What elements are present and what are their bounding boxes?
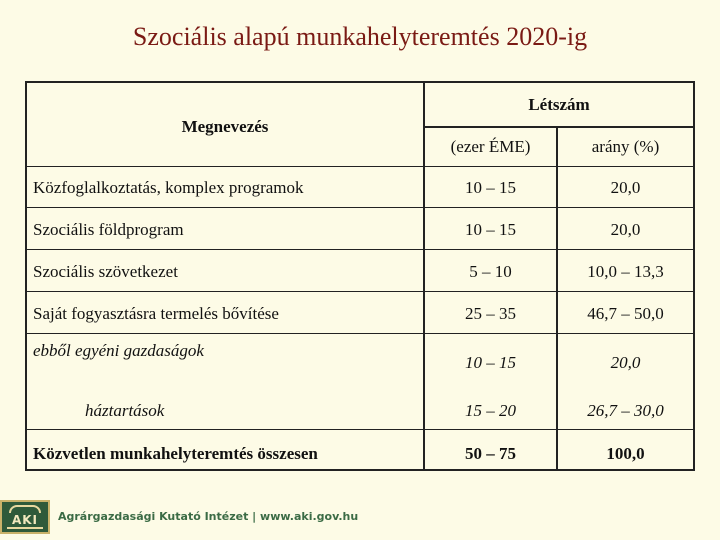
row-label: Közfoglalkoztatás, komplex programok: [33, 178, 304, 197]
row-value-count: 50 – 75: [465, 444, 516, 463]
header-name-column: Megnevezés: [181, 117, 269, 136]
row-value-count: 5 – 10: [469, 262, 512, 281]
header-arany: arány (%): [591, 137, 660, 156]
row-divider: [27, 207, 693, 208]
footer-institute-text: Agrárgazdasági Kutató Intézet | www.aki.gov.hu: [58, 510, 359, 523]
footer: [0, 494, 720, 540]
data-table: [25, 81, 695, 471]
header-letszam: Létszám: [528, 95, 590, 114]
row-value-count: 10 – 15: [465, 353, 516, 372]
row-value-share: 20,0: [610, 220, 641, 239]
header-ezer-eme: (ezer ÉME): [450, 137, 531, 156]
row-label-subitem: ebből egyéni gazdaságok: [33, 341, 204, 360]
row-value-share: 10,0 – 13,3: [587, 262, 664, 281]
row-divider: [425, 126, 693, 128]
row-label: Saját fogyasztásra termelés bővítése: [33, 304, 279, 323]
row-divider: [27, 333, 693, 334]
row-value-share: 46,7 – 50,0: [587, 304, 664, 323]
aki-logo: [0, 500, 50, 534]
row-value-count: 10 – 15: [465, 220, 516, 239]
row-label-subitem: háztartások: [85, 401, 165, 420]
row-value-count: 10 – 15: [465, 178, 516, 197]
row-value-share: 20,0: [610, 178, 641, 197]
row-value-count: 25 – 35: [465, 304, 516, 323]
slide-title: Szociális alapú munkahelyteremtés 2020-ig: [132, 22, 588, 51]
row-value-share: 100,0: [606, 444, 645, 463]
row-divider: [27, 429, 693, 430]
row-value-count: 15 – 20: [465, 401, 516, 420]
row-divider: [27, 291, 693, 292]
row-label: Szociális szövetkezet: [33, 262, 178, 281]
row-divider: [27, 249, 693, 250]
row-value-share: 26,7 – 30,0: [587, 401, 664, 420]
logo-text: AKI: [11, 513, 39, 527]
row-label-total: Közvetlen munkahelyteremtés összesen: [33, 444, 318, 463]
row-value-share: 20,0: [610, 353, 641, 372]
row-divider: [27, 166, 693, 167]
row-label: Szociális földprogram: [33, 220, 184, 239]
